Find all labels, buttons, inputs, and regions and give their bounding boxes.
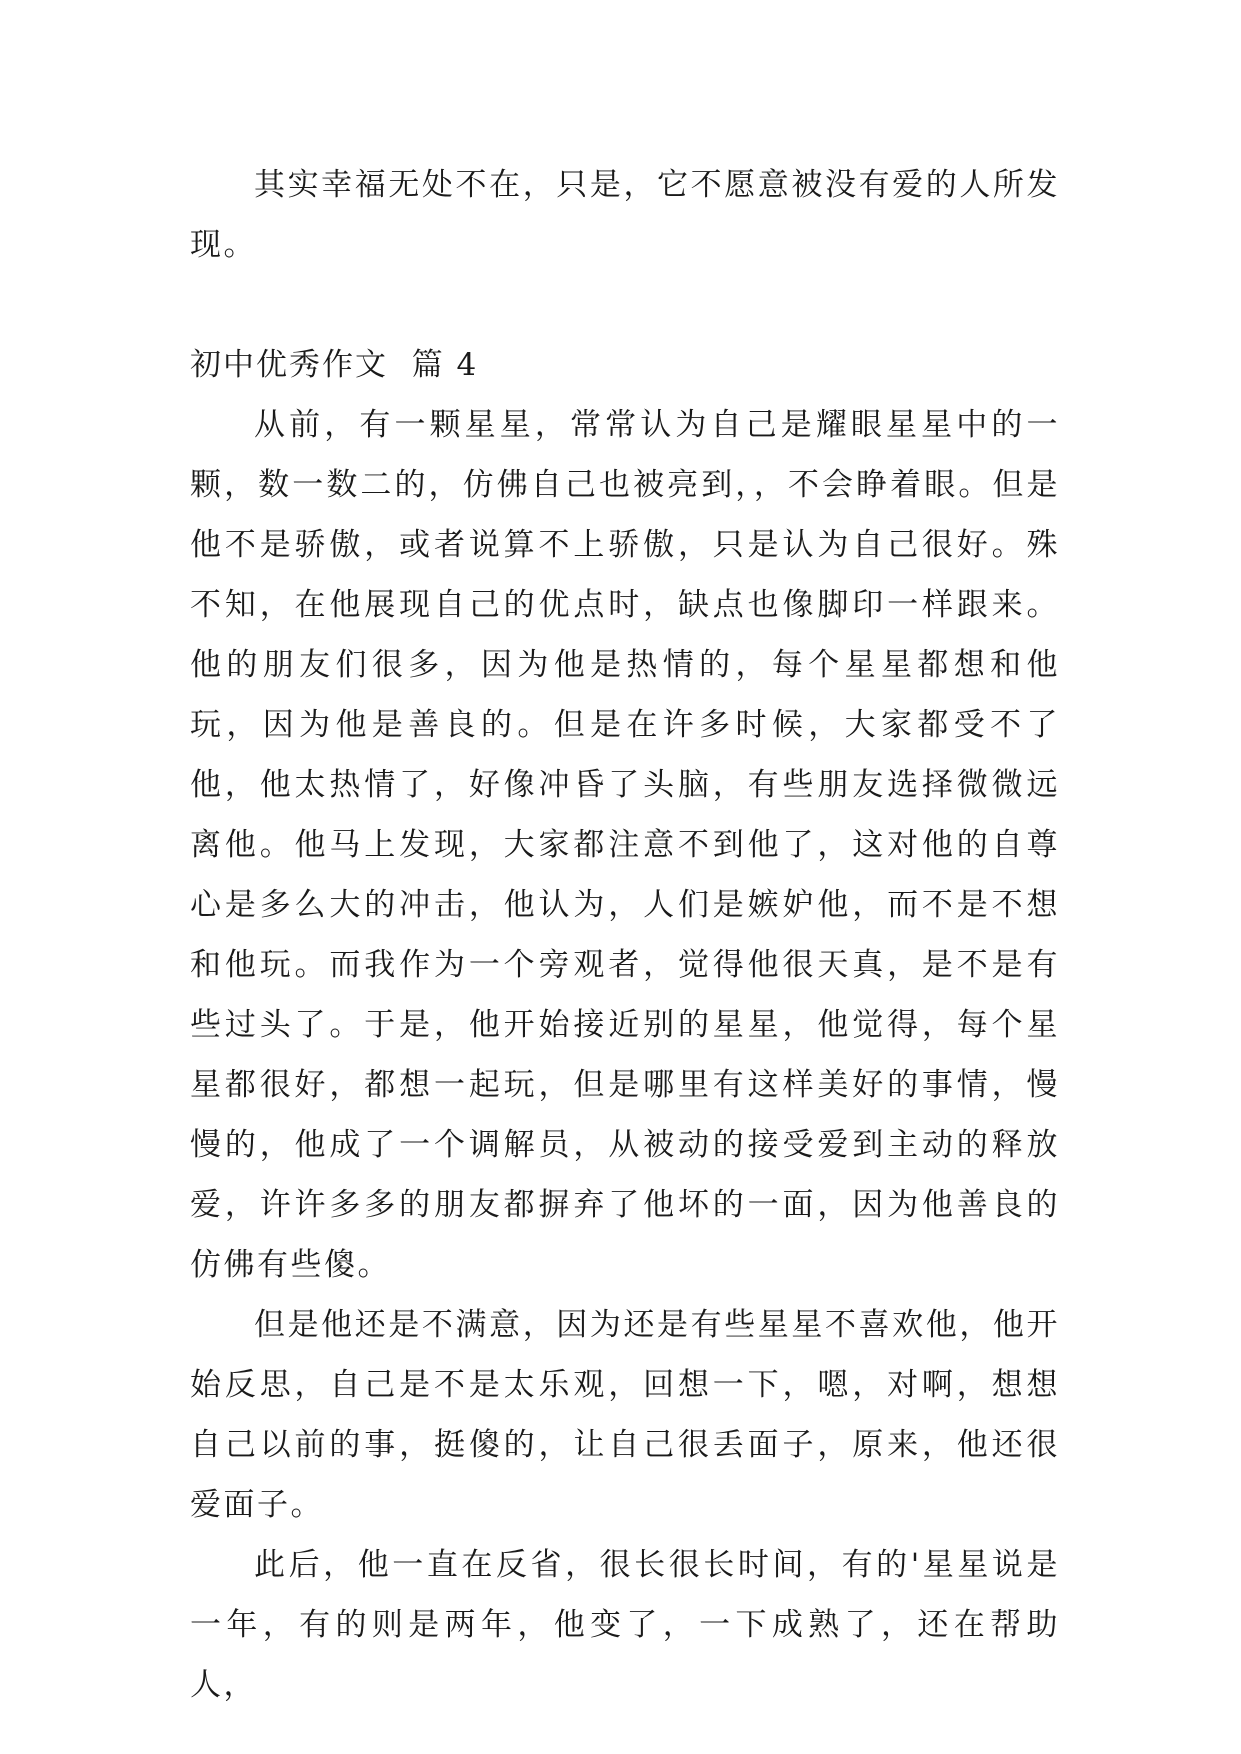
essay-paragraph-2: 但是他还是不满意，因为还是有些星星不喜欢他，他开始反思，自己是不是太乐观，回想一下，嗯，对啊，想想自己以前的事，挺傻的，让自己很丢面子，原来，他还很爱面子。 — [190, 1307, 1060, 1523]
section-heading-block — [190, 335, 1060, 395]
essay-body — [190, 395, 1060, 1715]
intro-section — [190, 155, 1060, 275]
essay-paragraph-1: 从前，有一颗星星，常常认为自己是耀眼星星中的一颗，数一数二的，仿佛自己也被亮到，，不会睁着眼。但是他不是骄傲，或者说算不上骄傲，只是认为自己很好。殊不知，在他展现自己的优点时，缺点也像脚印一样跟来。他的朋友们很多，因为他是热情的，每个星星都想和他玩，因为他是善良的。但是在许多时候，大家都受不了他，他太热情了，好像冲昏了头脑，有些朋友选择微微远离他。他马上发现，大家都注意不到他了，这对他的自尊心是多么大的冲击，他认为，人们是嫉妒他，而不是不想和他玩。而我作为一个旁观者，觉得他很天真，是不是有些过头了。于是，他开始接近别的星星，他觉得，每个星星都很好，都想一起玩，但是哪里有这样美好的事情，慢慢的，他成了一个调解员，从被动的接受爱到主动的释放爱，许许多多的朋友都摒弃了他坏的一面，因为他善良的仿佛有些傻。 — [190, 407, 1060, 1283]
essay-paragraph-3: 此后，他一直在反省，很长很长时间，有的'星星说是一年，有的则是两年，他变了，一下成熟了，还在帮助人， — [190, 1547, 1060, 1703]
intro-paragraph: 其实幸福无处不在，只是，它不愿意被没有爱的人所发现。 — [190, 167, 1060, 263]
section-heading: 初中优秀作文 篇 4 — [190, 347, 479, 383]
